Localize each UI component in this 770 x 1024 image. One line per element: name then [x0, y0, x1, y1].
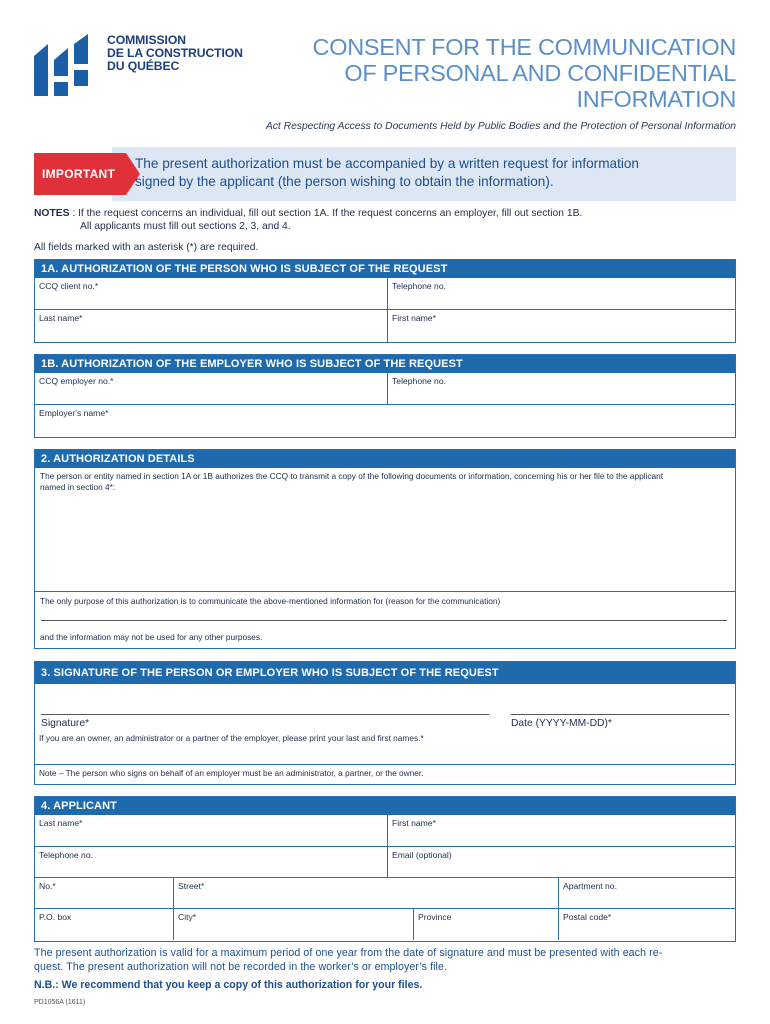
applicant-apartment-field[interactable]: Apartment no.	[558, 878, 735, 908]
documents-field[interactable]	[35, 468, 735, 591]
date-label: Date (YYYY-MM-DD)*	[511, 718, 612, 729]
section-1b	[34, 354, 736, 438]
applicant-city-field[interactable]: City*	[173, 909, 413, 940]
telephone-1a-field[interactable]: Telephone no.	[387, 278, 735, 309]
date-line[interactable]	[511, 714, 729, 715]
section-2-title: 2. AUTHORIZATION DETAILS	[35, 450, 735, 468]
ccq-logo	[34, 34, 244, 96]
applicant-telephone-field[interactable]: Telephone no.	[39, 850, 93, 860]
applicant-street-field[interactable]: Street*	[173, 878, 558, 908]
signature-area	[35, 684, 735, 732]
applicant-last-name-field[interactable]: Last name*	[39, 818, 83, 828]
signer-note: Note – The person who signs on behalf of an employer must be an administrator, a partner, or the owner.	[35, 764, 735, 781]
required-note: All fields marked with an asterisk (*) are required.	[34, 242, 259, 253]
section-1a	[34, 259, 736, 343]
notes: NOTES : If the request concerns an individual, fill out section 1A. If the request concerns an employer, fill out section 1B. All applicants must fill out sections 2, 3, and 4.	[34, 208, 583, 232]
section-3-title: 3. SIGNATURE OF THE PERSON OR EMPLOYER WHO IS SUBJECT OF THE REQUEST	[35, 662, 735, 684]
important-notice	[34, 147, 736, 201]
section-4-title: 4. APPLICANT	[35, 797, 735, 815]
validity-note: The present authorization is valid for a maximum period of one year from the date of signature and must be presented with each re- quest. The present authorization will not be recorded in the worker’s or employer’s file.	[34, 947, 663, 973]
org-name: COMMISSION DE LA CONSTRUCTION DU QUÉBEC	[107, 33, 243, 73]
ccq-employer-no-field[interactable]: CCQ employer no.*	[39, 376, 114, 386]
important-tag: IMPORTANT	[34, 153, 126, 195]
nb-note: N.B.: We recommend that you keep a copy of this authorization for your files.	[34, 979, 423, 991]
section-2	[34, 449, 736, 649]
signature-line[interactable]	[41, 714, 489, 715]
section-3	[34, 661, 736, 785]
important-text: The present authorization must be accompanied by a written request for information signed by the applicant (the person wishing to obtain the information).	[135, 156, 639, 189]
section-1b-title: 1B. AUTHORIZATION OF THE EMPLOYER WHO IS SUBJECT OF THE REQUEST	[35, 355, 735, 373]
section-4	[34, 796, 736, 942]
telephone-1b-field[interactable]: Telephone no.	[387, 373, 735, 404]
no-other-purpose-text: and the information may not be used for any other purposes.	[40, 632, 263, 642]
applicant-postal-code-field[interactable]: Postal code*	[558, 909, 735, 940]
applicant-first-name-field[interactable]: First name*	[387, 815, 735, 846]
applicant-po-box-field[interactable]: P.O. box	[39, 912, 72, 922]
applicant-email-field[interactable]: Email (optional)	[387, 847, 735, 877]
last-name-1a-field[interactable]: Last name*	[39, 313, 83, 323]
ccq-logo-icon	[34, 34, 100, 96]
form-code: PD1056A (1611)	[34, 999, 86, 1006]
section-1a-title: 1A. AUTHORIZATION OF THE PERSON WHO IS SUBJECT OF THE REQUEST	[35, 260, 735, 278]
applicant-province-field[interactable]: Province	[413, 909, 558, 940]
ccq-client-no-field[interactable]: CCQ client no.*	[39, 281, 99, 291]
signature-label: Signature*	[41, 718, 90, 729]
purpose-text: The only purpose of this authorization is to communicate the above-mentioned information for (reason for the communication)	[40, 596, 501, 606]
reason-line	[41, 620, 727, 621]
print-names-field[interactable]: If you are an owner, an administrator or a partner of the employer, please print your last and first names.*	[39, 733, 424, 743]
first-name-1a-field[interactable]: First name*	[387, 310, 735, 342]
purpose-field[interactable]	[35, 591, 735, 648]
act-reference: Act Respecting Access to Documents Held by Public Bodies and the Protection of Personal Information	[265, 121, 736, 132]
authorization-intro: The person or entity named in section 1A or 1B authorizes the CCQ to transmit a copy of the following documents or information, concerning his or her file to the applicant named in section 4*:	[40, 471, 664, 492]
employer-name-field[interactable]: Employer's name*	[39, 408, 109, 418]
form-title: CONSENT FOR THE COMMUNICATION OF PERSONAL AND CONFIDENTIAL INFORMATION	[312, 34, 736, 112]
applicant-no-field[interactable]: No.*	[39, 881, 56, 891]
